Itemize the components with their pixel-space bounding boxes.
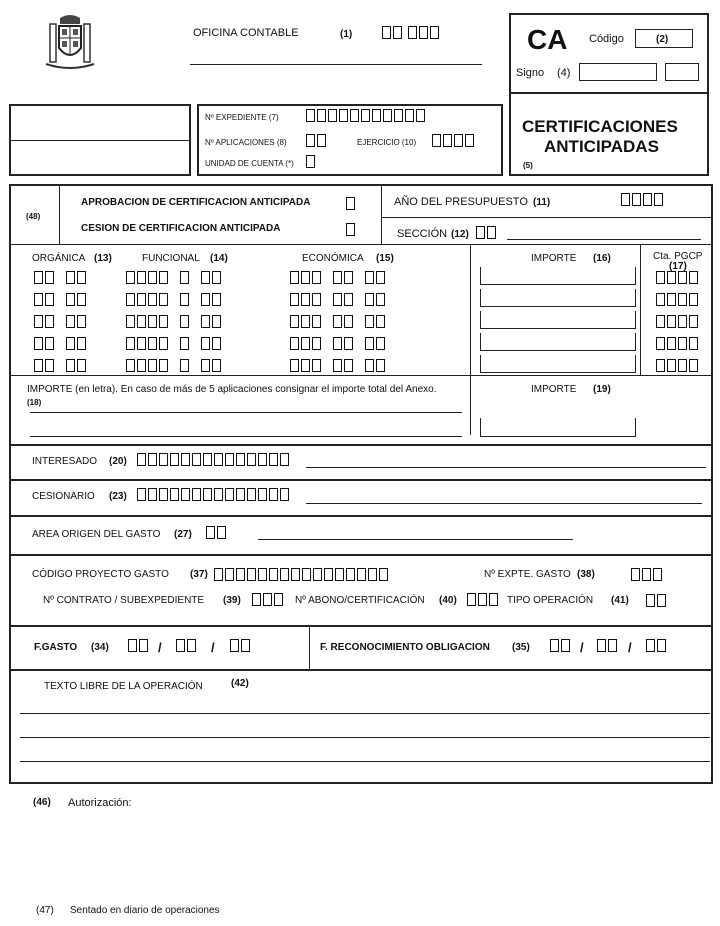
expte-gasto-ref: (38)	[577, 569, 595, 580]
funcional-boxes-row[interactable]	[180, 359, 189, 372]
economica-boxes-row[interactable]	[365, 359, 385, 372]
aprobacion-checkbox[interactable]	[346, 197, 355, 210]
fecha-reconocimiento-year[interactable]	[646, 639, 666, 652]
importe-vline	[470, 245, 471, 435]
funcional-boxes-row[interactable]	[201, 315, 221, 328]
cta-boxes-row[interactable]	[656, 359, 698, 372]
expte-gasto-boxes[interactable]	[631, 568, 662, 581]
fecha-reconocimiento-month[interactable]	[597, 639, 617, 652]
num-expediente-label: Nº EXPEDIENTE (7)	[205, 113, 279, 122]
importe-row-field[interactable]	[480, 289, 636, 307]
codigo-ref: (2)	[656, 34, 669, 45]
abono-boxes[interactable]	[467, 593, 498, 606]
importe-row-field[interactable]	[480, 311, 636, 329]
section48-ref: (48)	[26, 212, 41, 221]
texto-libre-line-1[interactable]	[20, 713, 710, 714]
fecha-reconocimiento-ref: (35)	[512, 642, 530, 653]
abono-ref: (40)	[439, 595, 457, 606]
seccion-ref: (12)	[451, 229, 469, 240]
organica-boxes-row[interactable]	[34, 271, 54, 284]
coat-of-arms-icon	[44, 14, 96, 70]
organica-boxes-row[interactable]	[34, 315, 54, 328]
contrato-ref: (39)	[223, 595, 241, 606]
funcional-ref: (14)	[210, 253, 228, 264]
economica-boxes-row[interactable]	[365, 337, 385, 350]
cta-vline	[640, 245, 641, 375]
tipo-operacion-label: TIPO OPERACIÓN	[507, 595, 594, 606]
section48-vline	[59, 186, 60, 244]
economica-boxes-row[interactable]	[290, 359, 321, 372]
area-label: AREA ORIGEN DEL GASTO	[32, 529, 161, 540]
tipo-operacion-boxes[interactable]	[646, 594, 666, 607]
importe-letra-line-2[interactable]	[30, 436, 462, 437]
fecha-gasto-slash-2: /	[211, 640, 215, 655]
importe-letra-label: IMPORTE (en letra). En caso de más de 5 aplicaciones consignar el importe total del Anexo.	[27, 384, 437, 395]
funcional-boxes-row[interactable]	[126, 359, 168, 372]
signo-field[interactable]	[579, 63, 657, 81]
funcional-boxes-row[interactable]	[180, 337, 189, 350]
organica-boxes-row[interactable]	[66, 337, 86, 350]
texto-libre-line-3[interactable]	[20, 761, 710, 762]
importe-letra-ref: (18)	[27, 398, 42, 407]
funcional-boxes-row[interactable]	[126, 315, 168, 328]
ca-divider	[511, 92, 707, 94]
funcional-boxes-row[interactable]	[201, 337, 221, 350]
contrato-boxes[interactable]	[252, 593, 283, 606]
oficina-label: OFICINA CONTABLE	[193, 27, 299, 39]
seccion-line	[507, 239, 701, 240]
signo-label: Signo	[516, 67, 545, 79]
importe19-ref: (19)	[593, 384, 611, 395]
economica-boxes-row[interactable]	[365, 293, 385, 306]
organica-boxes-row[interactable]	[66, 359, 86, 372]
organica-boxes-row[interactable]	[34, 359, 54, 372]
autorizacion-ref: (46)	[33, 797, 51, 808]
title-line1: CERTIFICACIONES	[522, 117, 678, 136]
texto-libre-line-2[interactable]	[20, 737, 710, 738]
funcional-boxes-row[interactable]	[126, 293, 168, 306]
cta-boxes-row[interactable]	[656, 337, 698, 350]
oficina-code-boxes-2[interactable]	[408, 26, 439, 39]
cta-boxes-row[interactable]	[656, 293, 698, 306]
organica-ref: (13)	[94, 253, 112, 264]
importe-letra-line-1[interactable]	[30, 412, 462, 413]
economica-boxes-row[interactable]	[333, 293, 353, 306]
anio-divider	[382, 217, 711, 218]
cesionario-boxes[interactable]	[137, 488, 289, 501]
economica-boxes-row[interactable]	[290, 315, 321, 328]
aplicaciones-bottom	[10, 375, 711, 376]
funcional-boxes-row[interactable]	[201, 359, 221, 372]
aprobacion-label: APROBACION DE CERTIFICACION ANTICIPADA	[81, 197, 311, 208]
seccion-label: SECCIÓN	[397, 228, 448, 240]
cta-boxes-row[interactable]	[656, 315, 698, 328]
cesionario-bottom	[10, 515, 711, 517]
fechas-bottom	[10, 669, 711, 671]
texto-libre-ref: (42)	[231, 678, 249, 689]
section48-bottom	[10, 244, 711, 245]
anio-label: AÑO DEL PRESUPUESTO	[394, 196, 528, 208]
title-line2: ANTICIPADAS	[544, 137, 659, 156]
codigo-proyecto-boxes[interactable]	[214, 568, 388, 581]
form-code: CA	[527, 24, 568, 55]
anio-ref: (11)	[533, 197, 551, 208]
importe19-label: IMPORTE	[531, 384, 577, 395]
contrato-label: Nº CONTRATO / SUBEXPEDIENTE	[43, 595, 205, 606]
importe-ref: (16)	[593, 253, 611, 264]
economica-boxes-row[interactable]	[290, 271, 321, 284]
num-expediente-boxes[interactable]	[306, 109, 425, 122]
fecha-gasto-slash-1: /	[158, 640, 162, 655]
cesion-checkbox[interactable]	[346, 223, 355, 236]
ejercicio-boxes[interactable]	[432, 134, 474, 147]
interesado-boxes[interactable]	[137, 453, 289, 466]
signo-field-2[interactable]	[665, 63, 699, 81]
area-line[interactable]	[258, 539, 573, 540]
fecha-gasto-year[interactable]	[230, 639, 250, 652]
importe-row-field[interactable]	[480, 333, 636, 351]
proyecto-bottom	[10, 625, 711, 627]
organica-boxes-row[interactable]	[66, 271, 86, 284]
fecha-gasto-label: F.GASTO	[34, 642, 78, 653]
oficina-code-boxes[interactable]	[382, 26, 402, 39]
texto-libre-label: TEXTO LIBRE DE LA OPERACIÓN	[44, 681, 203, 692]
section48-vline-2	[381, 186, 382, 244]
area-boxes[interactable]	[206, 526, 226, 539]
cta-ref: (17)	[669, 261, 687, 272]
funcional-boxes-row[interactable]	[201, 271, 221, 284]
funcional-boxes-row[interactable]	[126, 337, 168, 350]
fecha-reconocimiento-day[interactable]	[550, 639, 570, 652]
oficina-line	[190, 64, 482, 65]
interesado-bottom	[10, 479, 711, 481]
fecha-reconocimiento-slash-1: /	[580, 640, 584, 655]
economica-label: ECONÓMICA	[302, 253, 364, 264]
funcional-boxes-row[interactable]	[180, 293, 189, 306]
num-aplicaciones-boxes[interactable]	[306, 134, 326, 147]
funcional-boxes-row[interactable]	[126, 271, 168, 284]
economica-boxes-row[interactable]	[365, 315, 385, 328]
autorizacion-label: Autorización:	[68, 797, 132, 809]
ejercicio-label: EJERCICIO (10)	[357, 138, 417, 147]
sentado-ref: (47)	[36, 905, 54, 916]
cesionario-ref: (23)	[109, 491, 127, 502]
economica-boxes-row[interactable]	[365, 271, 385, 284]
area-ref: (27)	[174, 529, 192, 540]
economica-boxes-row[interactable]	[290, 293, 321, 306]
interesado-label: INTERESADO	[32, 456, 98, 467]
importe-label: IMPORTE	[531, 253, 577, 264]
abono-label: Nº ABONO/CERTIFICACIÓN	[295, 595, 425, 606]
left-box-divider	[10, 140, 190, 141]
cesionario-label: CESIONARIO	[32, 491, 95, 502]
codigo-label: Código	[589, 33, 624, 45]
funcional-boxes-row[interactable]	[201, 293, 221, 306]
importe-row-field[interactable]	[480, 267, 636, 285]
seccion-boxes[interactable]	[476, 226, 496, 239]
cesionario-line[interactable]	[306, 503, 702, 504]
organica-boxes-row[interactable]	[34, 293, 54, 306]
fecha-gasto-ref: (34)	[91, 642, 109, 653]
organica-boxes-row[interactable]	[66, 315, 86, 328]
economica-boxes-row[interactable]	[333, 359, 353, 372]
interesado-ref: (20)	[109, 456, 127, 467]
title-ref: (5)	[523, 161, 533, 170]
funcional-label: FUNCIONAL	[142, 253, 200, 264]
importe-row-field[interactable]	[480, 355, 636, 373]
oficina-ref: (1)	[340, 29, 353, 40]
anio-boxes[interactable]	[621, 193, 663, 206]
cta-boxes-row[interactable]	[656, 271, 698, 284]
economica-boxes-row[interactable]	[333, 337, 353, 350]
unidad-cuenta-label: UNIDAD DE CUENTA (*)	[205, 159, 294, 168]
organica-label: ORGÁNICA	[32, 253, 86, 264]
interesado-line[interactable]	[306, 467, 706, 468]
codigo-proyecto-ref: (37)	[190, 569, 208, 580]
economica-ref: (15)	[376, 253, 394, 264]
fecha-reconocimiento-slash-2: /	[628, 640, 632, 655]
fecha-reconocimiento-label: F. RECONOCIMIENTO OBLIGACION	[320, 642, 490, 653]
unidad-cuenta-box[interactable]	[306, 155, 315, 168]
cesion-label: CESION DE CERTIFICACION ANTICIPADA	[81, 223, 281, 234]
area-bottom	[10, 554, 711, 556]
funcional-boxes-row[interactable]	[180, 271, 189, 284]
importe19-field[interactable]	[480, 418, 636, 437]
codigo-proyecto-label: CÓDIGO PROYECTO GASTO	[32, 569, 169, 580]
expte-gasto-label: Nº EXPTE. GASTO	[484, 569, 571, 580]
fecha-gasto-month[interactable]	[176, 639, 196, 652]
economica-boxes-row[interactable]	[333, 271, 353, 284]
fechas-vline	[309, 627, 310, 669]
organica-boxes-row[interactable]	[34, 337, 54, 350]
num-aplicaciones-label: Nº APLICACIONES (8)	[205, 138, 287, 147]
sentado-label: Sentado en diario de operaciones	[70, 905, 220, 916]
signo-ref: (4)	[557, 67, 571, 79]
funcional-boxes-row[interactable]	[180, 315, 189, 328]
cta-label: Cta. PGCP	[653, 251, 703, 262]
tipo-operacion-ref: (41)	[611, 595, 629, 606]
importe-letra-bottom	[10, 444, 711, 446]
fecha-gasto-day[interactable]	[128, 639, 148, 652]
economica-boxes-row[interactable]	[333, 315, 353, 328]
organica-boxes-row[interactable]	[66, 293, 86, 306]
economica-boxes-row[interactable]	[290, 337, 321, 350]
